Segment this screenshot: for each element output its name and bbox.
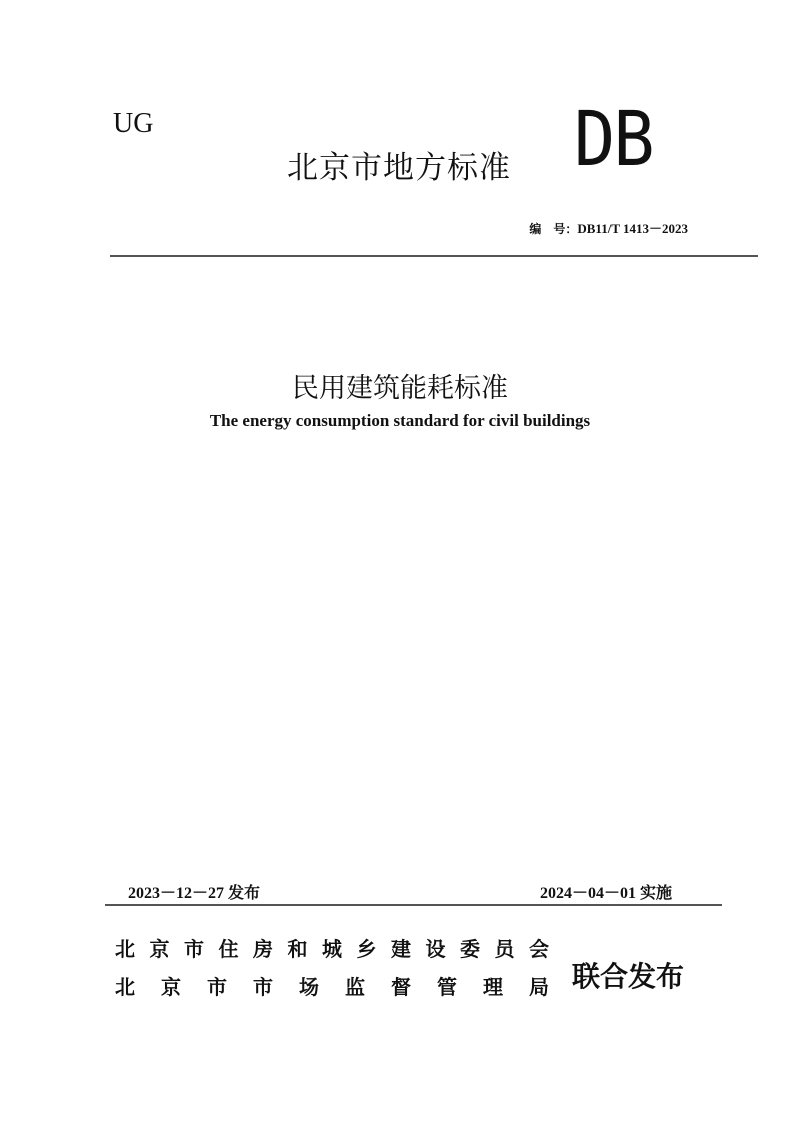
issuer-line-2 (115, 971, 549, 1000)
title-english: The energy consumption standard for civil buildings (209, 411, 591, 430)
char: 员 (494, 937, 515, 961)
issuer-line-1 (115, 933, 549, 962)
standard-type: 北京市地方标准 (287, 150, 511, 186)
title-chinese: 民用建筑能耗标准 (292, 373, 508, 404)
char: 管 (437, 975, 457, 999)
char: 建 (391, 937, 411, 961)
char: 市 (184, 937, 204, 961)
char: 督 (391, 975, 411, 999)
footer-divider (105, 904, 722, 906)
char: 北 (115, 937, 135, 961)
char: 市 (253, 975, 273, 999)
char: 市 (207, 975, 227, 999)
char: 京 (149, 937, 170, 961)
implement-date: 2024－04－01 实施 (539, 885, 672, 902)
char: 住 (218, 937, 239, 961)
char: 监 (345, 975, 365, 999)
char: 场 (299, 975, 319, 999)
char: 和 (287, 937, 308, 961)
db-logo: DB (574, 94, 653, 183)
standard-number (529, 218, 688, 237)
char: 乡 (356, 937, 377, 961)
char: 北 (115, 975, 135, 999)
publish-date: 2023－12－27 发布 (128, 885, 261, 902)
char: 城 (322, 937, 342, 961)
char: 会 (529, 937, 549, 961)
char: 设 (425, 937, 446, 961)
char: 房 (253, 937, 273, 961)
char: 局 (529, 975, 549, 999)
number-value: DB11/T 1413－2023 (577, 221, 688, 236)
header-divider (110, 255, 758, 257)
char: 理 (483, 975, 503, 999)
char: 委 (460, 937, 480, 961)
corner-code: UG (113, 108, 154, 139)
number-label: 编 号： (529, 222, 578, 236)
joint-release: 联合发布 (572, 960, 685, 993)
char: 京 (161, 975, 181, 999)
